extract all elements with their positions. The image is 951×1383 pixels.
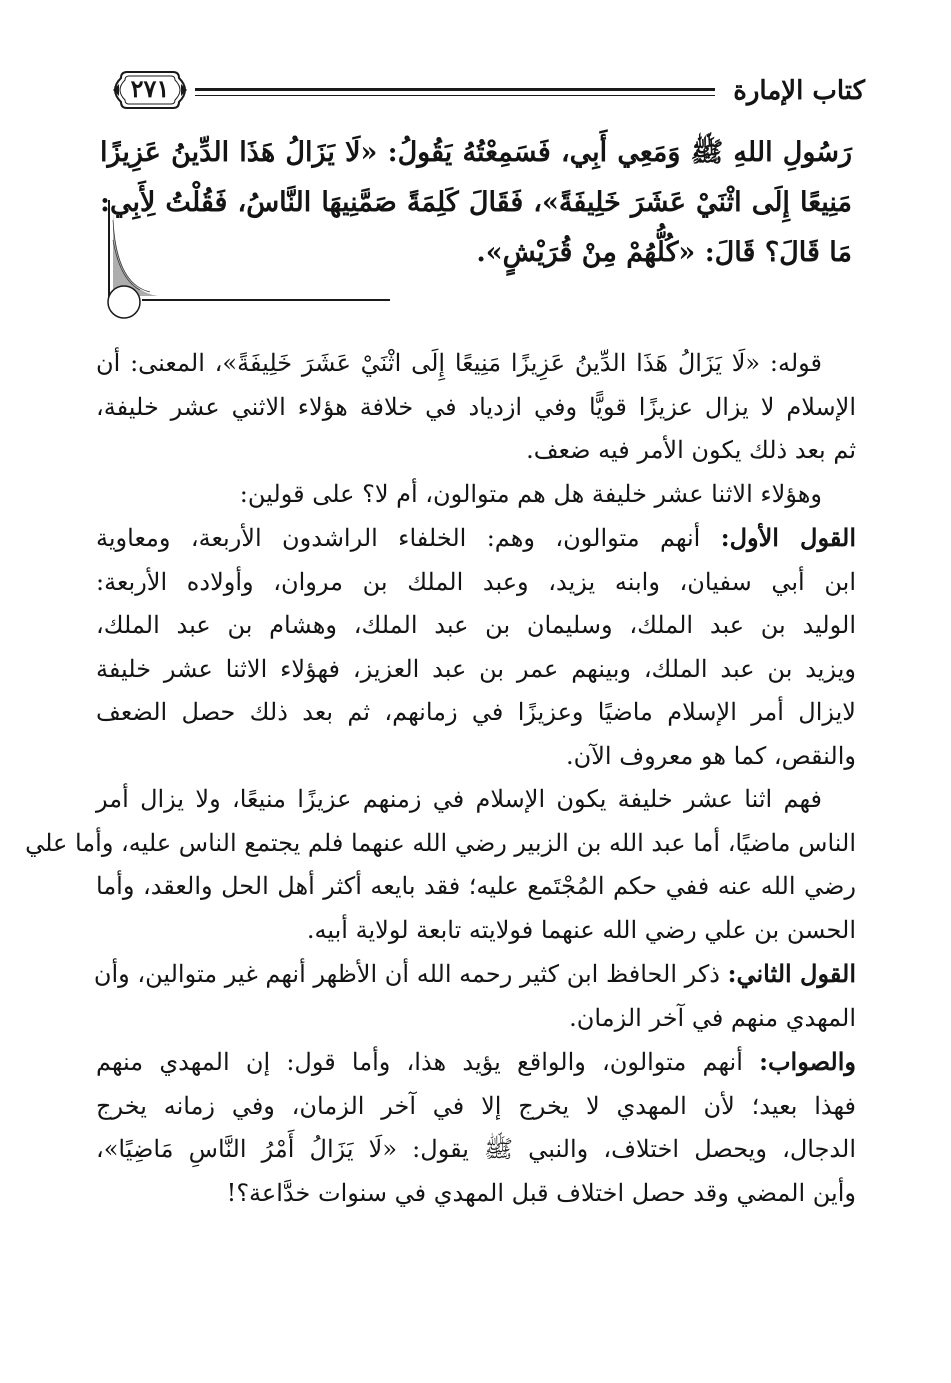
header-rule-thin [195, 95, 715, 96]
text-line [96, 516, 856, 561]
page-header [95, 62, 865, 122]
paragraph [25, 778, 857, 952]
text-line: رضي الله عنه ففي حكم المُجْتَمع عليه؛ فقد بايعه أكثر أهل الحل والعقد، وأما [96, 872, 857, 900]
text-line: ثم بعد ذلك يكون الأمر فيه ضعف. [526, 436, 856, 464]
text-line [96, 1040, 856, 1085]
header-rule [195, 88, 715, 91]
text-line: قوله: «لَا يَزَالُ هَذَا الدِّينُ عَزِيزًا مَنِيعًا إِلَى اثْنَيْ عَشَرَ خَلِيفَةً»، المعنى: أن [96, 349, 822, 377]
book-title: كتاب الإمارة [733, 76, 865, 106]
text-line: فهذا بعيد؛ لأن المهدي لا يخرج إلا في آخر الزمان، وفي زمانه يخرج [96, 1091, 856, 1120]
section-lead: والصواب: [759, 1047, 856, 1076]
page-number-badge [113, 68, 187, 112]
hadith-line: مَنِيعًا إِلَى اثْنَيْ عَشَرَ خَلِيفَةً»، فَقَالَ كَلِمَةً صَمَّنِيهَا النَّاسُ، فَقُلْتُ لِأَبِي: [100, 187, 852, 218]
hadith-line: مَا قَالَ؟ قَالَ: «كُلُّهُمْ مِنْ قُرَيْشٍ». [476, 237, 852, 268]
paragraph [96, 473, 856, 517]
text-line: وأين المضي وقد حصل اختلاف قبل المهدي في سنوات خدَّاعة؟! [226, 1178, 856, 1207]
text-line: لايزال أمر الإسلام ماضيًا وعزيزًا في زمانهم، ثم بعد ذلك حصل الضعف [96, 698, 856, 726]
text-line: الحسن بن علي رضي الله عنهما فولايته تابعة لولاية أبيه. [306, 915, 856, 944]
text-line: والنقص، كما هو معروف الآن. [565, 741, 856, 770]
commentary-body [25, 342, 857, 1215]
text-line: الوليد بن عبد الملك، وسليمان بن عبد الملك، وهشام بن عبد الملك، [96, 611, 856, 639]
paragraph [96, 1040, 856, 1215]
hadith-line: رَسُولِ اللهِ ﷺ وَمَعِي أَبِي، فَسَمِعْتُهُ يَقُولُ: «لَا يَزَالُ هَذَا الدِّينُ عَزِيزًا [100, 137, 852, 168]
hadith-frame-ornament [100, 200, 400, 320]
text-run: أنهم متوالون، وهم: الخلفاء الراشدون الأربعة، ومعاوية [96, 524, 721, 552]
text-line: ويزيد بن عبد الملك، وبينهم عمر بن عبد العزيز، فهؤلاء الاثنا عشر خليفة [96, 654, 856, 683]
text-line: الناس ماضيًا، أما عبد الله بن الزبير رضي الله عنهما فلم يجتمع الناس عليه، وأما علي [25, 828, 856, 857]
text-line: الإسلام لا يزال عزيزًا قويًّا وفي ازدياد في خلافة هؤلاء الاثني عشر خليفة، [96, 392, 856, 421]
paragraph [96, 342, 856, 473]
text-run: ذكر الحافظ ابن كثير رحمه الله أن الأظهر أنهم غير متوالين، وأن [93, 960, 728, 988]
section-lead: القول الثاني: [727, 959, 856, 988]
paragraph [93, 952, 856, 1040]
text-line: وهؤلاء الاثنا عشر خليفة هل هم متوالون، أم لا؟ على قولين: [239, 479, 822, 508]
text-line: فهم اثنا عشر خليفة يكون الإسلام في زمنهم عزيزًا منيعًا، ولا يزال أمر [96, 785, 822, 813]
paragraph [96, 516, 856, 778]
text-line: الدجال، ويحصل اختلاف، والنبي ﷺ يقول: «لَا يَزَالُ أَمْرُ النَّاسِ مَاضِيًا»، [96, 1135, 856, 1163]
page-number: ٢٧١ [130, 74, 170, 103]
text-run: أنهم متوالون، والواقع يؤيد هذا، وأما قول: إن المهدي منهم [96, 1048, 760, 1076]
text-line: المهدي منهم في آخر الزمان. [569, 1003, 856, 1032]
text-line [93, 952, 856, 997]
section-lead: القول الأول: [720, 523, 857, 552]
text-line: ابن أبي سفيان، وابنه يزيد، وعبد الملك بن مروان، وأولاده الأربعة: [96, 567, 856, 596]
